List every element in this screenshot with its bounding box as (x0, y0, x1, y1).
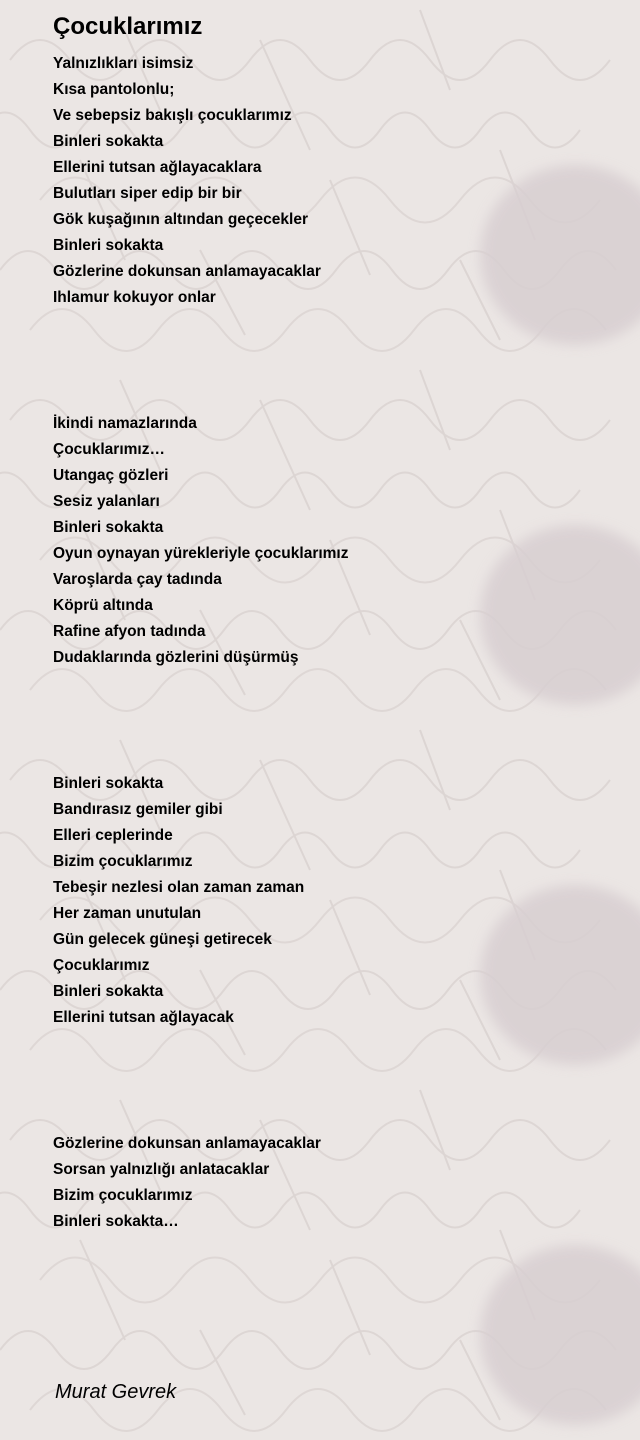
poem-line: Dudaklarında gözlerini düşürmüş (53, 649, 299, 666)
author-signature: Murat Gevrek (55, 1381, 177, 1403)
poem-line: Binleri sokakta… (53, 1213, 179, 1230)
poem-line: Bizim çocuklarımız (53, 853, 193, 870)
poem-line: Her zaman unutulan (53, 905, 202, 922)
poem-line: Oyun oynayan yürekleriyle çocuklarımız (53, 545, 349, 562)
poem-line: Ellerini tutsan ağlayacaklara (53, 159, 262, 176)
poem-line: Binleri sokakta (53, 983, 164, 1000)
poem-line: Gözlerine dokunsan anlamayacaklar (53, 1135, 321, 1152)
poem-line: Sesiz yalanları (53, 493, 160, 510)
poem-line: Utangaç gözleri (53, 467, 169, 484)
poem-line: Varoşlarda çay tadında (53, 571, 222, 588)
poem-line: Bandırasız gemiler gibi (53, 801, 223, 818)
poem-line: Rafine afyon tadında (53, 623, 206, 640)
poem-line: Elleri ceplerinde (53, 827, 173, 844)
poem-line: Çocuklarımız (53, 957, 150, 974)
poem-line: Ellerini tutsan ağlayacak (53, 1009, 234, 1026)
stanza-3 (53, 771, 304, 1031)
stanza-4 (53, 1131, 321, 1235)
poem-line: Sorsan yalnızlığı anlatacaklar (53, 1161, 270, 1178)
poem-line: Ve sebepsiz bakışlı çocuklarımız (53, 107, 292, 124)
poem-line: Bizim çocuklarımız (53, 1187, 193, 1204)
poem-line: Yalnızlıkları isimsiz (53, 55, 194, 72)
poem-line: Binleri sokakta (53, 237, 164, 254)
poem-line: Kısa pantolonlu; (53, 81, 175, 98)
poem-line: Binleri sokakta (53, 133, 164, 150)
poem-line: İkindi namazlarında (53, 415, 197, 432)
poem-line: Ihlamur kokuyor onlar (53, 289, 216, 306)
poem-line: Gözlerine dokunsan anlamayacaklar (53, 263, 321, 280)
poem-line: Binleri sokakta (53, 775, 164, 792)
poem-title: Çocuklarımız (53, 13, 203, 40)
poem-line: Çocuklarımız… (53, 441, 165, 458)
poem-line: Köprü altında (53, 597, 153, 614)
poem-line: Binleri sokakta (53, 519, 164, 536)
poem-line: Bulutları siper edip bir bir (53, 185, 242, 202)
stanza-1 (53, 51, 321, 311)
poem-line: Gün gelecek güneşi getirecek (53, 931, 272, 948)
stanza-2 (53, 411, 349, 671)
poem-line: Tebeşir nezlesi olan zaman zaman (53, 879, 305, 896)
poem-line: Gök kuşağının altından geçecekler (53, 211, 308, 228)
